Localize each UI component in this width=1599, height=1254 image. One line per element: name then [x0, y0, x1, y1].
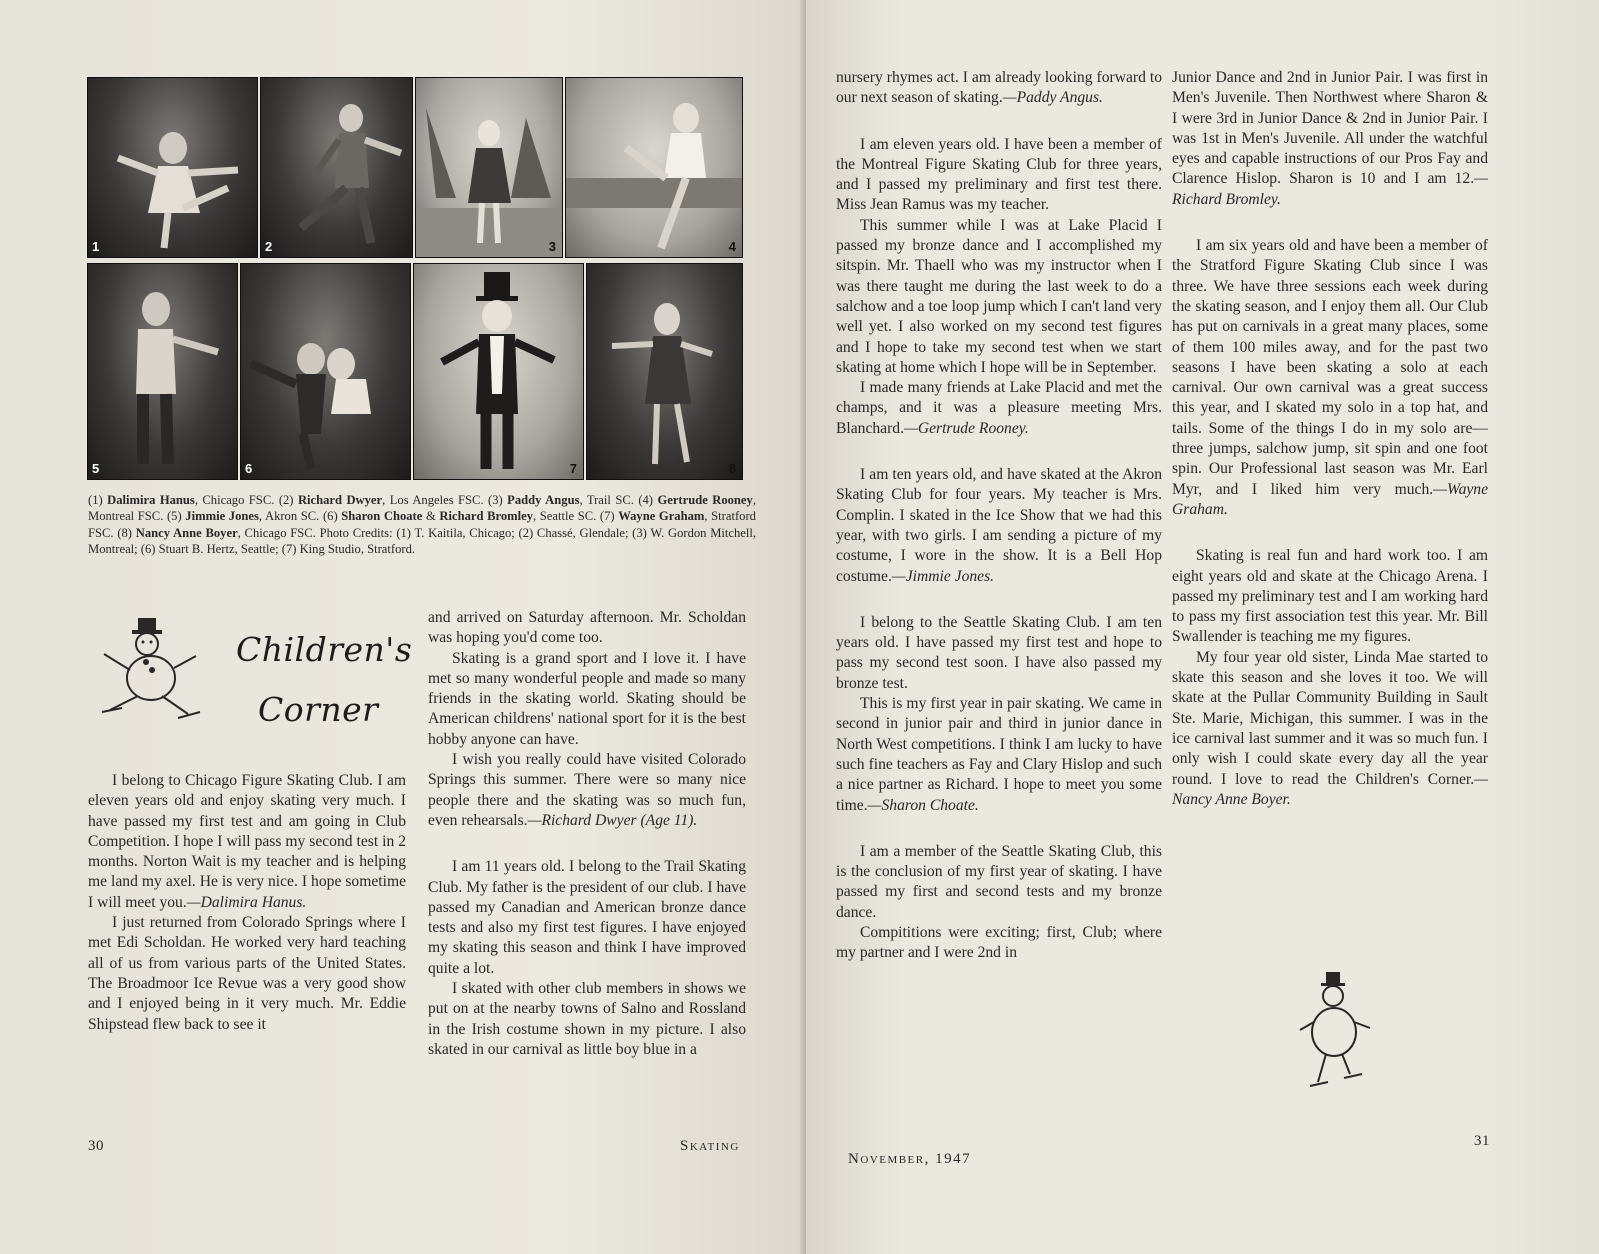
photo-5 — [87, 263, 238, 480]
letter-paragraph — [836, 378, 1162, 439]
magazine-name: Skating — [680, 1138, 740, 1154]
right-column-2 — [1172, 68, 1488, 810]
page-number-right: 31 — [1474, 1133, 1490, 1149]
letter-paragraph — [428, 750, 746, 831]
paragraph-text: This summer while I was at Lake Placid I passed my bronze dance and I accomplished my sitspin. Mr. Thaell who was my instructor when I was there taught me during the last week to do a salchow and a toe loop jump which I can't land very well yet. I also worked on my second test figures and I hope to take my second test when we start skating at home which I hope will be in September. — [836, 216, 1162, 376]
caption-club: , Chicago FSC. — [237, 525, 316, 540]
caption-club: , Montreal FSC. — [88, 493, 756, 524]
photo-7 — [413, 263, 584, 480]
photo-number: 2 — [265, 239, 273, 254]
photo-4 — [565, 77, 743, 258]
caption-name: Sharon Choate — [341, 509, 423, 524]
caption-name: Richard Bromley — [439, 509, 534, 524]
letter-paragraph — [836, 68, 1162, 109]
letter-paragraph — [428, 979, 746, 1060]
caption-name: Gertrude Rooney — [657, 493, 753, 507]
caption-number: (8) — [117, 525, 136, 540]
section-title-line1: Children's — [236, 630, 413, 669]
paragraph-text: Skating is a grand sport and I love it. I have met so many wonderful people and made so many friends in the skating world. Skating should be American childrens' national sport for it is the best hobby anyone can have. — [428, 649, 746, 748]
letter-paragraph — [836, 613, 1162, 694]
photo-number: 3 — [548, 239, 556, 254]
paragraph-text: I am ten years old, and have skated at the Akron Skating Club for four years. My teacher is Mrs. Complin. I skated in the Ice Show that we had this year, with two girls. I am sending a picture of my costume, I wore in the show. It is a Bell Hop costume. — [836, 466, 1162, 585]
letter-signature: —Sharon Choate. — [867, 796, 979, 814]
paragraph-text: I wish you really could have visited Colorado Springs this summer. There were so many nice people there and the skating was so much fun, even rehearsals. — [428, 751, 746, 829]
caption-club: , Seattle SC. — [533, 509, 597, 524]
photo-number: 8 — [728, 461, 736, 476]
left-column-1 — [88, 771, 406, 1035]
paragraph-text: Junior Dance and 2nd in Junior Pair. I was first in Men's Juvenile. Then Northwest where Sharon & I were 3rd in Junior Dance & 2nd in Junior Pair. I was 1st in Men's Juvenile. All under the watchful eyes and capable instructions of our Pros Fay and Clarence Hislop. Sharon is 10 and I am 12. — [1172, 69, 1488, 188]
photo-number: 4 — [728, 239, 736, 254]
photo-number: 6 — [245, 461, 253, 476]
photo-8 — [586, 263, 743, 480]
caption-number: (7) — [599, 509, 619, 524]
paragraph-text: nursery rhymes act. I am already looking forward to our next season of skating. — [836, 69, 1162, 107]
photo-3 — [415, 77, 563, 258]
letter-paragraph — [88, 771, 406, 913]
paragraph-text: I belong to the Seattle Skating Club. I am ten years old. I have passed my first test and hope to pass my second test soon. I have also passed my bronze test. — [836, 613, 1162, 692]
letter-paragraph — [1172, 68, 1488, 210]
letter-signature: —Richard Dwyer (Age 11). — [527, 811, 698, 829]
snowman-skater-illustration — [96, 612, 216, 732]
caption-number: (3) — [488, 493, 508, 507]
letter-paragraph — [88, 913, 406, 1035]
letter-paragraph — [428, 649, 746, 750]
section-title-line2: Corner — [258, 690, 379, 729]
caption-number: (1) — [88, 493, 108, 507]
paragraph-text: My four year old sister, Linda Mae started to skate this season and she loves it too. We will skate at the Pullar Community Building in Sault Ste. Marie, Michigan, this summer. I was in the ice carnival last summer and it was so much fun. I only wish I could skate every day all the year round. I love to read the Children's Corner. — [1172, 648, 1488, 788]
letter-paragraph — [836, 694, 1162, 816]
letter-paragraph — [1172, 546, 1488, 647]
photo-caption — [88, 492, 756, 557]
photo-1 — [87, 77, 258, 258]
paragraph-text: I am eleven years old. I have been a member of the Montreal Figure Skating Club for three years, and I passed my preliminary and first test there. Miss Jean Ramus was my teacher. — [836, 135, 1162, 214]
paragraph-text: and arrived on Saturday afternoon. Mr. Scholdan was hoping you'd come too. — [428, 609, 746, 647]
caption-number: (2) — [278, 493, 298, 507]
caption-name: Dalimira Hanus — [107, 493, 195, 507]
letter-signature: —Paddy Angus. — [1002, 89, 1103, 107]
right-page — [806, 0, 1599, 1254]
paragraph-text: I just returned from Colorado Springs where I met Edi Scholdan. He worked very hard teaching all of us from various parts of the United States. The Broadmoor Ice Revue was a very good show and I enjoyed being in it very much. Mr. Eddie Shipstead flew back to see it — [88, 914, 406, 1033]
letter-paragraph — [428, 608, 746, 649]
left-column-2 — [428, 608, 746, 1060]
right-column-1 — [836, 68, 1162, 964]
letter-paragraph — [428, 857, 746, 979]
caption-number: (5) — [166, 509, 186, 524]
letter-signature: —Richard Bromley. — [1172, 170, 1488, 208]
letter-paragraph — [836, 465, 1162, 587]
caption-name: Jimmie Jones — [185, 509, 259, 524]
letter-paragraph — [836, 216, 1162, 378]
paragraph-text: I skated with other club members in shows we put on at the nearby towns of Salno and Rossland in the Irish costume shown in my picture. I also skated in our carnival as little boy blue in a — [428, 980, 746, 1058]
caption-number: (4) — [638, 493, 658, 507]
page-number-left: 30 — [88, 1138, 104, 1154]
snowman-skater-small-illustration — [1296, 970, 1376, 1100]
caption-name: Richard Dwyer — [297, 493, 383, 507]
photo-credits: Photo Credits: (1) T. Kaitila, Chicago; (2) Chassé, Glendale; (3) W. Gordon Mitchell, Montreal; (6) Stuart B. Hertz, Seattle; (7) King Studio, Stratford. — [88, 525, 757, 556]
paragraph-text: Skating is real fun and hard work too. I am eight years old and skate at the Chicago Arena. I passed my preliminary test and I am working hard to pass my first association test this year. Mr. Bill Swallender is teaching me my figures. — [1172, 547, 1488, 646]
paragraph-text: I belong to Chicago Figure Skating Club. I am eleven years old and enjoy skating very much. I have passed my first test and am going in Club Competition. I hope I will pass my second test in 2 months. Norton Wait is my teacher and is helping me land my axel. He is very nice. I hope sometime I will meet you. — [88, 772, 406, 911]
paragraph-text: I am a member of the Seattle Skating Club, this is the conclusion of my first year of skating. I have passed my first and second tests and my bronze dance. — [836, 842, 1162, 921]
photo-number: 5 — [92, 461, 100, 476]
caption-number: (6) — [322, 509, 342, 524]
caption-number: & — [425, 509, 440, 524]
letter-signature: —Jimmie Jones. — [891, 567, 995, 585]
caption-name: Nancy Anne Boyer — [135, 525, 238, 540]
photo-6 — [240, 263, 411, 480]
paragraph-text: Compititions were exciting; first, Club; where my partner and I were 2nd in — [836, 923, 1162, 962]
photo-number: 7 — [569, 461, 577, 476]
letter-paragraph — [836, 923, 1162, 964]
letter-signature: —Gertrude Rooney. — [903, 419, 1029, 437]
issue-date: November, 1947 — [848, 1151, 972, 1167]
paragraph-text: I am six years old and have been a member of the Stratford Figure Skating Club since I was three. We have three sessions each week during the skating season, and I enjoy them all. Our Club has put on carnivals in a great many places, some of them 100 miles away, and for the past two seasons I have been skating a solo at each carnival. Our own carnival was a great success this year, and I skated my solo in a top hat, and tails. Some of the things I do in my solo are—three jumps, salchow jump, sit spin and one foot spin. Our Professional last season was Mr. Earl Myr, and I liked him very much. — [1172, 237, 1488, 498]
photo-number: 1 — [92, 239, 100, 254]
paragraph-text: This is my first year in pair skating. We came in second in junior pair and third in junior dance in North West competitions. I think I am lucky to have such fine teachers as Fay and Clary Hislop and such a nice partner as Richard. I hope to meet you some time. — [836, 695, 1162, 814]
caption-name: Wayne Graham — [618, 509, 705, 524]
caption-club: , Chicago FSC. — [194, 493, 275, 507]
caption-club: , Los Angeles FSC. — [382, 493, 484, 507]
letter-paragraph — [836, 842, 1162, 923]
letter-signature: —Nancy Anne Boyer. — [1172, 770, 1488, 808]
caption-club: , Stratford FSC. — [88, 509, 756, 540]
caption-club: , Akron SC. — [258, 509, 320, 524]
letter-paragraph — [1172, 236, 1488, 520]
caption-name: Paddy Angus — [507, 493, 580, 507]
caption-club: , Trail SC. — [579, 493, 634, 507]
paragraph-text: I made many friends at Lake Placid and met the champs, and it was a pleasure meeting Mrs. Blanchard. — [836, 379, 1162, 437]
paragraph-text: I am 11 years old. I belong to the Trail Skating Club. My father is the president of our club. I have passed my Canadian and American bronze dance tests and also my first test figures. I have enjoyed my skating this season and think I have improved quite a lot. — [428, 858, 746, 977]
letter-paragraph — [1172, 648, 1488, 810]
letter-signature: —Dalimira Hanus. — [186, 893, 307, 911]
letter-paragraph — [836, 135, 1162, 216]
photo-2 — [260, 77, 413, 258]
letter-signature: —Wayne Graham. — [1172, 480, 1488, 518]
